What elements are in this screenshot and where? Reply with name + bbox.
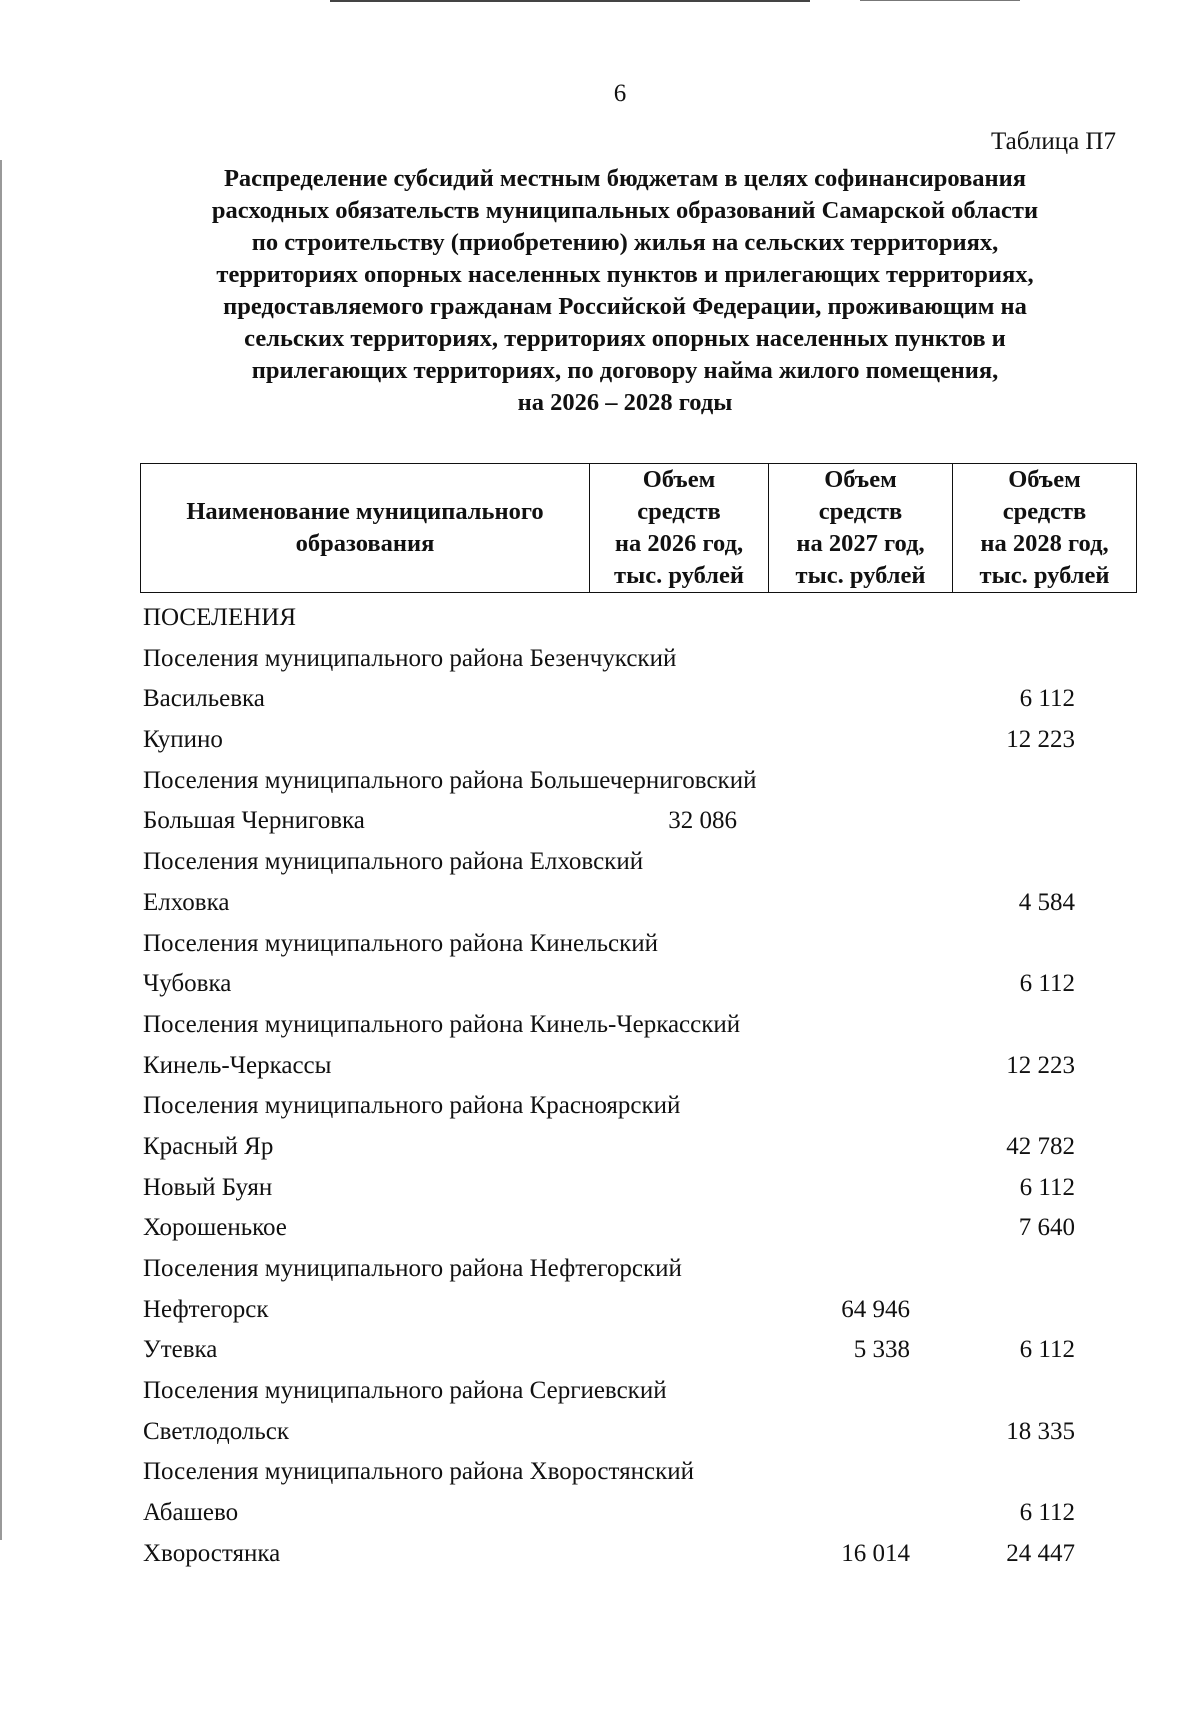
document-title: Распределение субсидий местным бюджетам в целях софинансирования расходных обязательств муниципальных образований Самарской области по строительству (приобретению) жилья на сельских территориях, территориях опорных населенных пунктов и прилегающих территориях, предоставляемого гражданам Российской Федерации, проживающим на сельских территориях, территориях опорных населенных пунктов и прилегающих территориях, по договору найма жилого помещения, на 2026 – 2028 годы	[211, 165, 1039, 416]
table-row	[140, 1005, 1100, 1046]
row-name: Поселения муниципального района Хворостянский	[143, 1458, 695, 1486]
table-row	[140, 1412, 1100, 1453]
table-row	[140, 1493, 1100, 1534]
row-name: Абашево	[143, 1499, 239, 1527]
row-name: Поселения муниципального района Сергиевский	[143, 1377, 667, 1405]
row-name: Большая Черниговка	[143, 807, 365, 835]
value-2027: 64 946	[841, 1295, 910, 1323]
scan-edge-top-secondary	[860, 0, 1020, 1]
table-row	[140, 1330, 1100, 1371]
table-row	[140, 639, 1100, 680]
value-2028: 6 112	[1019, 1499, 1075, 1527]
row-name: Утевка	[143, 1336, 218, 1364]
row-name: Купино	[143, 726, 223, 754]
row-name: Васильевка	[143, 685, 265, 713]
value-2028: 6 112	[1019, 1336, 1075, 1364]
value-2027: 16 014	[841, 1539, 910, 1567]
row-name: Нефтегорск	[143, 1295, 269, 1323]
table-row	[140, 801, 1100, 842]
table-row	[140, 598, 1100, 639]
table-row	[140, 720, 1100, 761]
value-2028: 42 782	[1006, 1132, 1075, 1160]
row-name: Поселения муниципального района Красноярский	[143, 1092, 681, 1120]
table-row	[140, 1168, 1100, 1209]
table-row	[140, 1127, 1100, 1168]
table-row	[140, 1290, 1100, 1331]
row-name: ПОСЕЛЕНИЯ	[143, 604, 297, 631]
row-name: Поселения муниципального района Кинельский	[143, 929, 659, 957]
row-name: Кинель-Черкассы	[143, 1051, 332, 1079]
value-2028: 4 584	[1018, 888, 1075, 916]
table-row	[140, 842, 1100, 883]
row-name: Поселения муниципального района Безенчукский	[143, 644, 677, 672]
value-2028: 6 112	[1019, 685, 1075, 713]
value-2028: 7 640	[1018, 1214, 1075, 1242]
table-row	[140, 1371, 1100, 1412]
row-name: Чубовка	[143, 970, 232, 998]
row-name: Хорошенькое	[143, 1214, 287, 1242]
table-row	[140, 1249, 1100, 1290]
header-municipality: Наименование муниципального образования	[141, 464, 590, 593]
row-name: Поселения муниципального района Елховский	[143, 848, 644, 876]
value-2028: 6 112	[1019, 1173, 1075, 1201]
value-2028: 12 223	[1006, 726, 1075, 754]
row-name: Красный Яр	[143, 1132, 274, 1160]
table-row	[140, 883, 1100, 924]
row-name: Хворостянка	[143, 1539, 281, 1567]
table-row	[140, 1534, 1100, 1575]
table-header	[140, 463, 1137, 593]
value-2027: 5 338	[853, 1336, 910, 1364]
row-name: Поселения муниципального района Большечерниговский	[143, 766, 757, 794]
page-number: 6	[613, 80, 627, 107]
header-2028: Объем средств на 2028 год, тыс. рублей	[953, 464, 1137, 593]
value-2026: 32 086	[668, 807, 737, 835]
value-2028: 24 447	[1006, 1539, 1075, 1567]
header-row	[141, 464, 1137, 593]
row-name: Поселения муниципального района Нефтегорский	[143, 1255, 682, 1282]
row-name: Светлодольск	[143, 1417, 289, 1445]
value-2028: 18 335	[1006, 1417, 1075, 1445]
value-2028: 12 223	[1006, 1051, 1075, 1079]
value-2028: 6 112	[1019, 970, 1075, 998]
scan-edge-left	[0, 160, 2, 1540]
row-name: Поселения муниципального района Кинель-Черкасский	[143, 1010, 741, 1038]
table-id: Таблица П7	[991, 128, 1116, 155]
table-row	[140, 964, 1100, 1005]
header-2026: Объем средств на 2026 год, тыс. рублей	[590, 464, 769, 593]
table-row	[140, 1086, 1100, 1127]
header-2027: Объем средств на 2027 год, тыс. рублей	[769, 464, 953, 593]
table-row	[140, 761, 1100, 802]
table-row	[140, 924, 1100, 965]
table-row	[140, 1452, 1100, 1493]
table-body	[140, 598, 1100, 1575]
table-row	[140, 1208, 1100, 1249]
scan-edge-top	[330, 0, 810, 2]
row-name: Новый Буян	[143, 1173, 273, 1201]
table-row	[140, 1046, 1100, 1087]
row-name: Елховка	[143, 888, 230, 916]
table-row	[140, 679, 1100, 720]
